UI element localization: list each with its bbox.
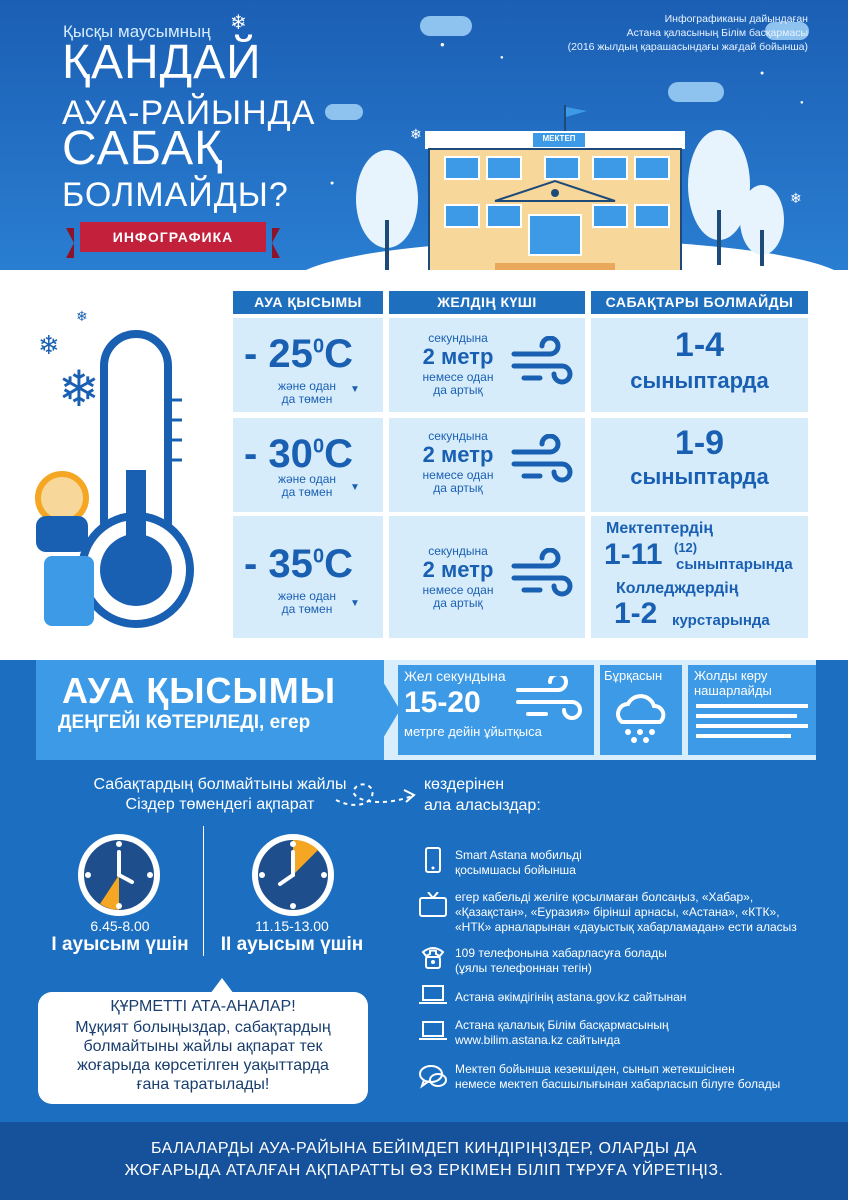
classes-range: 1-9 xyxy=(674,424,725,462)
school-sign: МЕКТЕП xyxy=(542,134,576,143)
snowflake-icon: ❄ xyxy=(790,190,802,206)
tree-trunk xyxy=(760,230,764,266)
tv-icon xyxy=(418,892,448,918)
colleges-range: 1-2 xyxy=(614,597,658,630)
qualifier-line: да артық xyxy=(433,383,483,397)
degree-sign: 0 xyxy=(312,435,325,458)
source-line: егер кабельді желіге қосылмаған болсаңыз, «Хабар», xyxy=(455,890,754,904)
cloud-icon xyxy=(668,82,724,102)
snowflake-icon: ● xyxy=(800,100,804,106)
source-line: немесе мектеп басшылығынан хабарласып білуге болады xyxy=(455,1077,781,1091)
wind-per-second: секундына xyxy=(428,544,488,558)
credits-line: Астана қаласының Білім басқармасы xyxy=(626,27,808,39)
source-item xyxy=(455,890,797,935)
qualifier-line: және одан xyxy=(277,472,337,486)
shift2-time: 11.15-13.00 xyxy=(255,918,329,934)
laptop-icon xyxy=(418,1020,448,1042)
source-item xyxy=(455,946,667,976)
clock-icon xyxy=(250,832,336,918)
snowflake-icon: ❄ xyxy=(230,12,247,34)
source-line: (ұялы телефоннан тегін) xyxy=(455,961,592,975)
cloud-icon xyxy=(420,16,472,36)
notice-line: ғана таратылады! xyxy=(136,1076,270,1093)
wind-speed: 2 метр xyxy=(422,344,494,369)
shift1-label: І ауысым үшін xyxy=(51,934,189,955)
qualifier-line: да төмен xyxy=(281,602,333,616)
info-intro-line-3: көздерінен xyxy=(424,776,505,793)
qualifier-line: немесе одан xyxy=(422,468,494,482)
source-item xyxy=(455,1018,669,1048)
info-intro-line-1: Сабақтардың болмайтыны жайлы xyxy=(93,776,347,793)
schools-label: Мектептердің xyxy=(606,520,714,537)
qualifier-line: немесе одан xyxy=(422,370,494,384)
source-line: қосымшасы бойынша xyxy=(455,863,576,877)
info-intro-line-4: ала аласыздар: xyxy=(424,797,541,814)
degree-sign: 0 xyxy=(312,335,325,358)
footer-line-1: БАЛАЛАРДЫ АУА-РАЙЫНА БЕЙІМДЕП КИНДІРІҢІЗДЕР, ОЛАРДЫ ДА xyxy=(151,1140,697,1157)
schools-extra: (12) xyxy=(674,540,698,555)
info-intro-line-2: Сіздер төмендегі ақпарат xyxy=(125,796,315,813)
storm-subtitle: ДЕҢГЕЙІ КӨТЕРІЛЕДІ, егер xyxy=(58,712,311,733)
divider xyxy=(203,826,204,956)
snowflake-icon: ● xyxy=(330,180,335,187)
tree-trunk xyxy=(717,210,721,265)
shift2-label: ІІ ауысым үшін xyxy=(220,934,364,955)
celsius-letter: C xyxy=(324,432,353,476)
source-item xyxy=(455,1062,780,1092)
snowflake-icon: ● xyxy=(760,70,765,77)
down-arrow-icon: ▼ xyxy=(350,598,360,609)
storm-wind-unit: метрге дейін ұйытқыса xyxy=(404,724,542,739)
credits xyxy=(528,12,808,54)
degree-sign: 0 xyxy=(312,545,325,568)
cloud-icon xyxy=(325,104,363,120)
qualifier-line: да төмен xyxy=(281,392,333,406)
infographic-ribbon: ИНФОГРАФИКА xyxy=(80,222,266,252)
down-arrow-icon: ▼ xyxy=(350,482,360,493)
chat-icon xyxy=(418,1064,448,1090)
temperature-number: - 35 xyxy=(244,542,313,586)
temperature-qualifier xyxy=(262,590,352,616)
telephone-icon xyxy=(420,944,446,970)
source-line: Астана қалалық Білім басқармасының xyxy=(455,1018,669,1032)
schools-word: сыныптарында xyxy=(676,556,793,573)
celsius-letter: C xyxy=(324,542,353,586)
snowflake-icon: ❄ xyxy=(76,308,88,324)
footer-line-2: ЖОҒАРЫДА АТАЛҒАН АҚПАРАТТЫ ӨЗ ЕРКІМЕН БІЛІП ТҰРУҒА ҮЙРЕТІҢІЗ. xyxy=(124,1162,724,1179)
notice-title: ҚҰРМЕТТІ АТА-АНАЛАР! xyxy=(110,998,296,1015)
col-head-wind: ЖЕЛДІҢ КҮШІ xyxy=(389,291,585,314)
laptop-icon xyxy=(418,984,448,1006)
low-visibility-icon xyxy=(696,704,808,738)
wind-qualifier xyxy=(408,469,508,495)
credits-line: (2016 жылдың қарашасындағы жағдай бойынша) xyxy=(567,41,808,53)
thermometer-icon xyxy=(22,320,202,640)
down-arrow-icon: ▼ xyxy=(350,384,360,395)
dashed-arrow-icon xyxy=(332,778,422,814)
classes-range: 1-4 xyxy=(674,326,725,364)
footer xyxy=(0,1122,848,1200)
qualifier-line: немесе одан xyxy=(422,583,494,597)
source-line: Мектеп бойынша кезекшіден, сынып жетекшісінен xyxy=(455,1062,735,1076)
shift1-time: 6.45-8.00 xyxy=(90,918,150,934)
qualifier-line: да төмен xyxy=(281,485,333,499)
clock-icon xyxy=(76,832,162,918)
temperature-value xyxy=(244,332,353,377)
source-line: «Қазақстан», «Еуразия» бірінші арнасы, «Астана», «КТК», xyxy=(455,905,780,919)
celsius-letter: C xyxy=(324,332,353,376)
school-building-icon xyxy=(425,105,685,285)
title-subline: Қысқы маусымның xyxy=(63,22,211,41)
schools-range: 1-11 xyxy=(604,538,663,571)
storm-wind-label: Жел секундына xyxy=(404,668,506,684)
notice-line: жоғарыда көрсетілген уақыттарда xyxy=(77,1057,329,1074)
storm-title: АУА ҚЫСЫМЫ xyxy=(62,670,337,711)
snowflake-icon: ● xyxy=(500,55,504,61)
wind-icon xyxy=(510,548,574,602)
colleges-label: Колледждердің xyxy=(616,580,739,597)
temperature-value xyxy=(244,542,353,587)
temperature-number: - 30 xyxy=(244,432,313,476)
wind-qualifier xyxy=(408,584,508,610)
storm-wind-speed: 15-20 xyxy=(404,686,481,719)
wind-qualifier xyxy=(408,371,508,397)
tree-trunk xyxy=(385,220,389,270)
source-item xyxy=(455,990,686,1005)
wind-icon xyxy=(510,336,574,390)
source-line: www.bilim.astana.kz сайтында xyxy=(455,1033,621,1047)
title-line-1: ҚАНДАЙ xyxy=(62,36,262,89)
credits-line: Инфографиканы дайындаған xyxy=(664,13,808,25)
source-line: Smart Astana мобильді xyxy=(455,848,582,862)
wind-per-second: секундына xyxy=(428,331,488,345)
colleges-word: курстарында xyxy=(672,612,770,629)
wind-icon xyxy=(510,434,574,488)
storm-visibility-label: Жолды көру нашарлайды xyxy=(694,668,772,698)
title-line-4: БОЛМАЙДЫ? xyxy=(62,176,289,214)
qualifier-line: және одан xyxy=(277,379,337,393)
qualifier-line: да артық xyxy=(433,596,483,610)
phone-icon xyxy=(424,846,442,874)
classes-word: сыныптарда xyxy=(630,464,769,489)
qualifier-line: да артық xyxy=(433,481,483,495)
storm-blizzard-label: Бұрқасын xyxy=(604,668,663,683)
source-line: «НТК» арналарынан «дауыстық хабарламадан» ести аласыз xyxy=(455,920,797,934)
snowflake-icon: ❄ xyxy=(38,330,60,360)
source-line: Астана әкімдігінің astana.gov.kz сайтынан xyxy=(455,990,687,1004)
source-line: 109 телефонына хабарласуға болады xyxy=(455,946,667,960)
notice-pointer xyxy=(210,978,234,994)
wind-speed: 2 метр xyxy=(422,557,494,582)
col-head-classes: САБАҚТАРЫ БОЛМАЙДЫ xyxy=(591,291,808,314)
title-line-3: САБАҚ xyxy=(62,122,224,175)
snowflake-icon: ❄ xyxy=(58,361,100,417)
storm-arrow xyxy=(370,660,400,760)
notice-line: Мұқият болыңыздар, сабақтардың xyxy=(75,1019,331,1036)
wind-speed: 2 метр xyxy=(422,442,494,467)
qualifier-line: және одан xyxy=(277,589,337,603)
snow-cloud-icon xyxy=(612,692,670,744)
temperature-value xyxy=(244,432,353,477)
source-item xyxy=(455,848,582,878)
wind-icon xyxy=(514,676,586,724)
classes-word: сыныптарда xyxy=(630,368,769,393)
col-head-temperature: АУА ҚЫСЫМЫ xyxy=(233,291,383,314)
temperature-qualifier xyxy=(262,380,352,406)
temperature-qualifier xyxy=(262,473,352,499)
wind-per-second: секундына xyxy=(428,429,488,443)
notice-line: болмайтыны жайлы ақпарат тек xyxy=(83,1038,323,1055)
snowflake-icon: ● xyxy=(440,40,445,49)
title-line-2: АУА-РАЙЫНДА xyxy=(62,94,316,132)
snowflake-icon: ❄ xyxy=(410,126,422,142)
temperature-number: - 25 xyxy=(244,332,313,376)
notice-body xyxy=(38,1018,368,1094)
